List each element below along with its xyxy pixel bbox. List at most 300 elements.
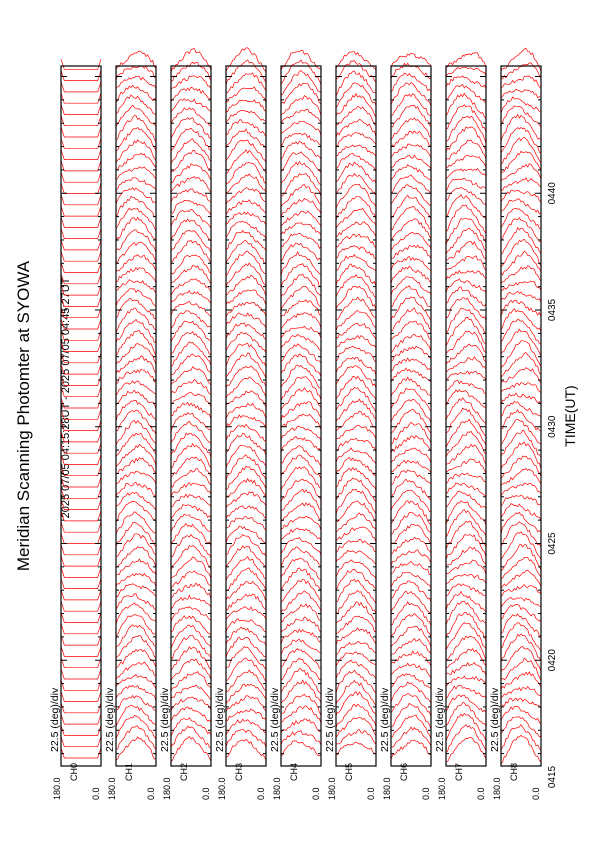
data-trace — [501, 228, 541, 254]
trace-group — [116, 51, 156, 760]
data-trace — [446, 612, 486, 639]
data-trace — [391, 175, 431, 195]
data-trace — [391, 448, 431, 463]
data-trace — [171, 557, 211, 579]
data-trace — [446, 155, 486, 167]
data-trace — [171, 209, 211, 228]
panel — [49, 59, 101, 800]
data-trace — [336, 652, 376, 667]
data-trace — [226, 48, 266, 72]
data-trace — [446, 574, 486, 584]
panel — [269, 50, 321, 800]
channel-label: CH8 — [509, 762, 519, 781]
data-trace — [281, 233, 321, 248]
data-trace — [226, 100, 266, 112]
data-trace — [446, 510, 486, 538]
data-trace — [226, 709, 266, 721]
data-trace — [281, 96, 321, 115]
data-trace — [501, 368, 541, 384]
data-trace — [501, 151, 541, 172]
data-trace — [446, 357, 486, 373]
data-trace — [446, 483, 486, 496]
data-trace — [391, 572, 431, 587]
channel-label: CH4 — [289, 762, 299, 781]
data-trace — [501, 190, 541, 202]
data-trace — [61, 150, 101, 160]
data-trace — [171, 457, 211, 477]
data-trace — [446, 380, 486, 394]
data-trace — [336, 311, 376, 331]
panel — [104, 51, 156, 800]
data-trace — [446, 371, 486, 380]
data-trace — [61, 229, 101, 239]
data-trace — [61, 748, 101, 758]
data-trace — [281, 344, 321, 363]
data-trace — [336, 550, 376, 564]
data-trace — [226, 526, 266, 543]
data-trace — [61, 70, 101, 80]
data-trace — [391, 550, 431, 566]
data-trace — [281, 243, 321, 262]
y-bottom-label: 0.0 — [421, 787, 431, 800]
data-trace — [281, 639, 321, 654]
data-trace — [446, 298, 486, 320]
data-trace — [446, 408, 486, 436]
data-trace — [171, 483, 211, 497]
data-trace — [116, 715, 156, 739]
data-trace — [226, 60, 266, 85]
data-trace — [226, 739, 266, 760]
data-trace — [501, 634, 541, 662]
data-trace — [171, 62, 211, 81]
data-trace — [61, 737, 101, 747]
data-trace — [501, 658, 541, 680]
data-trace — [501, 706, 541, 724]
data-trace — [226, 188, 266, 205]
scale-label: 22.5 (deg)/div — [489, 687, 501, 752]
data-trace — [61, 635, 101, 645]
data-trace — [501, 383, 541, 393]
data-trace — [116, 85, 156, 102]
data-trace — [171, 635, 211, 658]
chart-subtitle: 2025 07/05 04:15:28UT - 2025 07/05 04:45:27UT — [60, 277, 72, 519]
data-trace — [391, 118, 431, 140]
y-bottom-label: 0.0 — [366, 787, 376, 800]
y-top-label: 180.0 — [107, 777, 117, 800]
data-trace — [116, 547, 156, 569]
channel-label: CH3 — [234, 762, 244, 781]
data-trace — [281, 741, 321, 756]
data-trace — [281, 558, 321, 580]
y-top-label: 180.0 — [272, 777, 282, 800]
data-trace — [281, 503, 321, 521]
data-trace — [336, 527, 376, 542]
data-trace — [116, 196, 156, 217]
data-trace — [281, 538, 321, 555]
y-bottom-label: 0.0 — [201, 787, 211, 800]
panel — [214, 48, 266, 800]
data-trace — [171, 301, 211, 316]
data-trace — [446, 84, 486, 103]
data-trace — [336, 448, 376, 464]
data-trace — [226, 696, 266, 712]
data-trace — [391, 53, 431, 67]
data-trace — [501, 419, 541, 445]
data-trace — [336, 234, 376, 247]
data-trace — [61, 195, 101, 205]
data-trace — [281, 402, 321, 421]
data-trace — [391, 165, 431, 181]
data-trace — [116, 51, 156, 69]
data-trace — [391, 626, 431, 647]
scale-label: 22.5 (deg)/div — [379, 687, 391, 752]
data-trace — [446, 105, 486, 132]
data-trace — [226, 200, 266, 214]
data-trace — [336, 52, 376, 70]
data-trace — [171, 354, 211, 375]
data-trace — [391, 377, 431, 396]
channel-label: CH2 — [179, 762, 189, 781]
data-trace — [226, 535, 266, 557]
data-trace — [391, 602, 431, 626]
trace-group — [446, 53, 486, 762]
data-trace — [116, 153, 156, 170]
data-trace — [336, 106, 376, 126]
data-trace — [446, 76, 486, 90]
data-trace — [61, 59, 101, 69]
panel-frame — [116, 66, 156, 766]
y-top-label: 180.0 — [52, 777, 62, 800]
data-trace — [61, 251, 101, 261]
data-trace — [171, 321, 211, 342]
channel-label: CH6 — [399, 762, 409, 781]
data-trace — [446, 491, 486, 508]
scale-label: 22.5 (deg)/div — [159, 687, 171, 752]
data-trace — [501, 309, 541, 332]
data-trace — [391, 277, 431, 296]
data-trace — [61, 522, 101, 532]
data-trace — [501, 300, 541, 316]
data-trace — [446, 584, 486, 596]
data-trace — [281, 467, 321, 490]
y-bottom-label: 0.0 — [256, 787, 266, 800]
data-trace — [116, 492, 156, 510]
data-trace — [446, 205, 486, 234]
data-trace — [391, 399, 431, 423]
data-trace — [116, 280, 156, 293]
data-trace — [501, 469, 541, 485]
data-trace — [116, 420, 156, 444]
data-trace — [281, 365, 321, 388]
data-trace — [501, 281, 541, 291]
data-trace — [226, 174, 266, 193]
scale-label: 22.5 (deg)/div — [269, 687, 281, 752]
data-trace — [171, 279, 211, 295]
data-trace — [61, 93, 101, 103]
data-trace — [171, 685, 211, 700]
data-trace — [116, 208, 156, 231]
data-trace — [226, 353, 266, 378]
data-trace — [171, 291, 211, 304]
chart-title: Meridian Scanning Photomter at SYOWA — [14, 260, 33, 572]
data-trace — [61, 545, 101, 555]
data-trace — [61, 127, 101, 137]
data-trace — [281, 731, 321, 746]
data-trace — [336, 162, 376, 183]
data-trace — [226, 221, 266, 239]
data-trace — [501, 199, 541, 214]
data-trace — [61, 680, 101, 690]
data-trace — [226, 445, 266, 468]
data-trace — [446, 271, 486, 281]
data-trace — [391, 232, 431, 250]
data-trace — [61, 658, 101, 668]
data-trace — [116, 705, 156, 726]
data-trace — [171, 607, 211, 622]
data-trace — [226, 323, 266, 340]
data-trace — [171, 108, 211, 127]
data-trace — [336, 660, 376, 679]
data-trace — [501, 329, 541, 356]
scale-label: 22.5 (deg)/div — [324, 687, 336, 752]
data-trace — [171, 672, 211, 691]
x-tick-label: 0440 — [547, 182, 558, 205]
data-trace — [336, 174, 376, 196]
y-top-label: 180.0 — [327, 777, 337, 800]
data-trace — [171, 421, 211, 442]
data-trace — [116, 625, 156, 647]
y-bottom-label: 0.0 — [476, 787, 486, 800]
data-trace — [446, 459, 486, 473]
panel — [324, 52, 376, 800]
data-trace — [446, 67, 486, 76]
data-trace — [446, 308, 486, 334]
data-trace — [391, 388, 431, 411]
data-trace — [336, 336, 376, 348]
data-trace — [226, 332, 266, 353]
data-trace — [226, 212, 266, 225]
data-trace — [61, 567, 101, 577]
trace-group — [501, 48, 541, 764]
data-trace — [336, 457, 376, 475]
data-trace — [226, 110, 266, 122]
data-trace — [336, 628, 376, 645]
data-trace — [171, 311, 211, 329]
data-trace — [446, 390, 486, 408]
data-trace — [336, 297, 376, 319]
data-trace — [336, 560, 376, 579]
data-trace — [336, 579, 376, 603]
data-trace — [171, 392, 211, 407]
data-trace — [171, 616, 211, 635]
data-trace — [446, 663, 486, 676]
data-trace — [61, 691, 101, 701]
data-trace — [226, 684, 266, 704]
data-trace — [61, 601, 101, 611]
data-trace — [171, 403, 211, 420]
data-trace — [446, 676, 486, 687]
data-trace — [446, 444, 486, 464]
data-trace — [116, 369, 156, 383]
data-trace — [61, 612, 101, 622]
y-bottom-label: 0.0 — [146, 787, 156, 800]
data-trace — [336, 742, 376, 755]
data-trace — [501, 178, 541, 191]
data-trace — [336, 616, 376, 633]
panel-frame — [336, 66, 376, 766]
scale-label: 22.5 (deg)/div — [214, 687, 226, 752]
data-trace — [501, 137, 541, 164]
data-trace — [446, 521, 486, 550]
data-trace — [116, 289, 156, 307]
data-trace — [501, 266, 541, 284]
data-trace — [61, 138, 101, 148]
data-trace — [171, 737, 211, 762]
data-trace — [281, 223, 321, 236]
data-trace — [61, 262, 101, 272]
data-trace — [171, 189, 211, 203]
data-trace — [391, 219, 431, 242]
data-trace — [336, 153, 376, 172]
data-trace — [171, 494, 211, 507]
data-trace — [501, 76, 541, 88]
data-trace — [391, 651, 431, 667]
data-trace — [501, 218, 541, 242]
data-trace — [446, 287, 486, 306]
data-trace — [391, 524, 431, 545]
panel — [434, 53, 486, 800]
data-trace — [446, 169, 486, 179]
x-tick-labels — [547, 182, 558, 788]
data-trace — [226, 313, 266, 328]
data-trace — [391, 561, 431, 574]
data-trace — [116, 482, 156, 497]
data-trace — [61, 116, 101, 126]
data-trace — [61, 669, 101, 679]
data-trace — [116, 573, 156, 586]
data-trace — [501, 291, 541, 302]
data-trace — [336, 670, 376, 693]
data-trace — [391, 368, 431, 382]
data-trace — [446, 535, 486, 560]
data-trace — [391, 83, 431, 107]
data-trace — [116, 343, 156, 364]
data-trace — [446, 592, 486, 613]
data-trace — [281, 437, 321, 453]
data-trace — [226, 391, 266, 408]
data-trace — [446, 649, 486, 668]
data-trace — [336, 717, 376, 737]
data-trace — [61, 714, 101, 724]
data-trace — [116, 502, 156, 523]
data-trace — [171, 583, 211, 599]
data-trace — [336, 366, 376, 388]
data-trace — [281, 388, 321, 410]
x-tick-label: 0425 — [547, 532, 558, 555]
panel-frame — [501, 66, 541, 766]
data-trace — [501, 598, 541, 608]
data-trace — [391, 245, 431, 259]
data-trace — [61, 579, 101, 589]
data-trace — [116, 390, 156, 408]
x-tick-label: 0415 — [547, 765, 558, 789]
data-trace — [391, 266, 431, 283]
data-trace — [501, 504, 541, 521]
data-trace — [116, 76, 156, 89]
y-bottom-label: 0.0 — [311, 787, 321, 800]
data-trace — [446, 178, 486, 191]
data-trace — [226, 455, 266, 480]
data-trace — [501, 483, 541, 496]
data-trace — [391, 358, 431, 371]
panel — [489, 48, 541, 800]
data-trace — [501, 456, 541, 478]
scale-label: 22.5 (deg)/div — [434, 687, 446, 752]
data-trace — [391, 256, 431, 271]
data-trace — [226, 73, 266, 93]
data-trace — [336, 539, 376, 553]
x-tick-label: 0430 — [547, 415, 558, 438]
y-bottom-label: 0.0 — [91, 787, 101, 800]
data-trace — [171, 697, 211, 711]
data-trace — [281, 547, 321, 567]
data-trace — [171, 87, 211, 101]
data-trace — [501, 208, 541, 228]
data-trace — [61, 703, 101, 713]
data-trace — [501, 89, 541, 98]
data-trace — [226, 120, 266, 137]
data-trace — [171, 177, 211, 193]
data-trace — [281, 141, 321, 159]
y-top-label: 180.0 — [162, 777, 172, 800]
panel — [379, 53, 431, 800]
y-top-label: 180.0 — [382, 777, 392, 800]
data-trace — [61, 590, 101, 600]
data-trace — [281, 211, 321, 226]
data-trace — [446, 140, 486, 160]
data-trace — [501, 735, 541, 764]
data-trace — [501, 604, 541, 621]
data-trace — [171, 595, 211, 609]
data-trace — [171, 219, 211, 241]
data-trace — [61, 172, 101, 182]
data-trace — [336, 513, 376, 532]
data-trace — [171, 726, 211, 748]
data-trace — [171, 444, 211, 469]
data-trace — [226, 87, 266, 103]
data-trace — [281, 617, 321, 633]
data-trace — [281, 516, 321, 530]
data-trace — [171, 164, 211, 183]
data-trace — [336, 357, 376, 375]
data-trace — [391, 334, 431, 353]
data-trace — [61, 161, 101, 171]
data-trace — [61, 725, 101, 735]
data-trace — [226, 637, 266, 657]
data-trace — [281, 313, 321, 329]
data-trace — [226, 607, 266, 620]
data-trace — [501, 614, 541, 636]
data-trace — [116, 188, 156, 204]
data-trace — [116, 594, 156, 610]
data-trace — [226, 517, 266, 530]
data-trace — [446, 703, 486, 726]
data-trace — [501, 698, 541, 709]
data-trace — [391, 674, 431, 689]
y-top-label: 180.0 — [217, 777, 227, 800]
data-trace — [171, 468, 211, 487]
data-trace — [61, 206, 101, 216]
